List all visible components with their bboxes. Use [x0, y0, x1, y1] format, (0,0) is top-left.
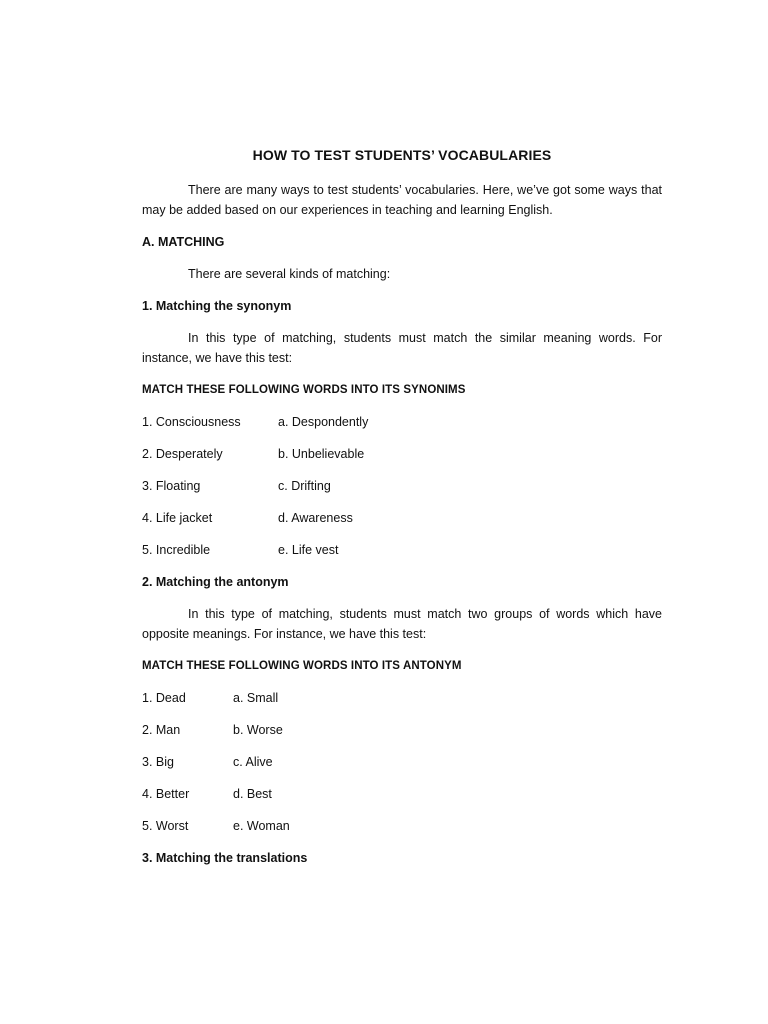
match-left-item: 5. Incredible — [142, 543, 211, 557]
document-title: HOW TO TEST STUDENTS’ VOCABULARIES — [252, 147, 552, 163]
match-right-item: d. Best — [233, 787, 272, 801]
match-row — [142, 720, 662, 752]
match-left-item: 1. Dead — [142, 691, 186, 705]
synonym-heading: 1. Matching the synonym — [142, 299, 292, 313]
antonym-heading: 2. Matching the antonym — [142, 575, 289, 589]
match-row — [142, 540, 662, 560]
intro-paragraph: There are many ways to test students’ vocabularies. Here, we’ve got some ways that may be added based on our experiences in teaching and learning English. — [142, 183, 662, 217]
match-right-item: a. Small — [233, 691, 279, 705]
match-right-item: e. Life vest — [278, 543, 339, 557]
match-row — [142, 508, 662, 540]
match-right-item: e. Woman — [233, 819, 290, 833]
match-right-item: b. Unbelievable — [278, 447, 365, 461]
match-row — [142, 784, 662, 816]
match-left-item: 4. Life jacket — [142, 511, 213, 525]
match-right-item: a. Despondently — [278, 415, 369, 429]
match-row — [142, 476, 662, 508]
match-left-item: 3. Big — [142, 755, 174, 769]
match-right-item: c. Alive — [233, 755, 273, 769]
synonym-match-table — [142, 412, 662, 560]
match-left-item: 5. Worst — [142, 819, 189, 833]
match-left-item: 2. Man — [142, 723, 181, 737]
match-left-item: 4. Better — [142, 787, 190, 801]
match-row — [142, 752, 662, 784]
antonym-match-table — [142, 688, 662, 836]
match-left-item: 3. Floating — [142, 479, 201, 493]
translations-heading: 3. Matching the translations — [142, 851, 308, 865]
synonym-description: In this type of matching, students must match the similar meaning words. For instance, we have this test: — [142, 331, 662, 365]
antonym-instruction: MATCH THESE FOLLOWING WORDS INTO ITS ANTONYM — [142, 660, 462, 672]
match-row — [142, 444, 662, 476]
match-right-item: c. Drifting — [278, 479, 331, 493]
document-body — [142, 146, 662, 880]
match-row — [142, 412, 662, 444]
match-right-item: d. Awareness — [278, 511, 353, 525]
synonym-instruction: MATCH THESE FOLLOWING WORDS INTO ITS SYNONIMS — [142, 384, 466, 396]
match-row — [142, 688, 662, 720]
match-right-item: b. Worse — [233, 723, 283, 737]
match-row — [142, 816, 662, 836]
antonym-description: In this type of matching, students must match two groups of words which have opposite meanings. For instance, we have this test: — [142, 607, 662, 641]
section-a-heading: A. MATCHING — [142, 235, 225, 249]
match-left-item: 1. Consciousness — [142, 415, 241, 429]
section-a-intro: There are several kinds of matching: — [188, 267, 391, 281]
match-left-item: 2. Desperately — [142, 447, 223, 461]
